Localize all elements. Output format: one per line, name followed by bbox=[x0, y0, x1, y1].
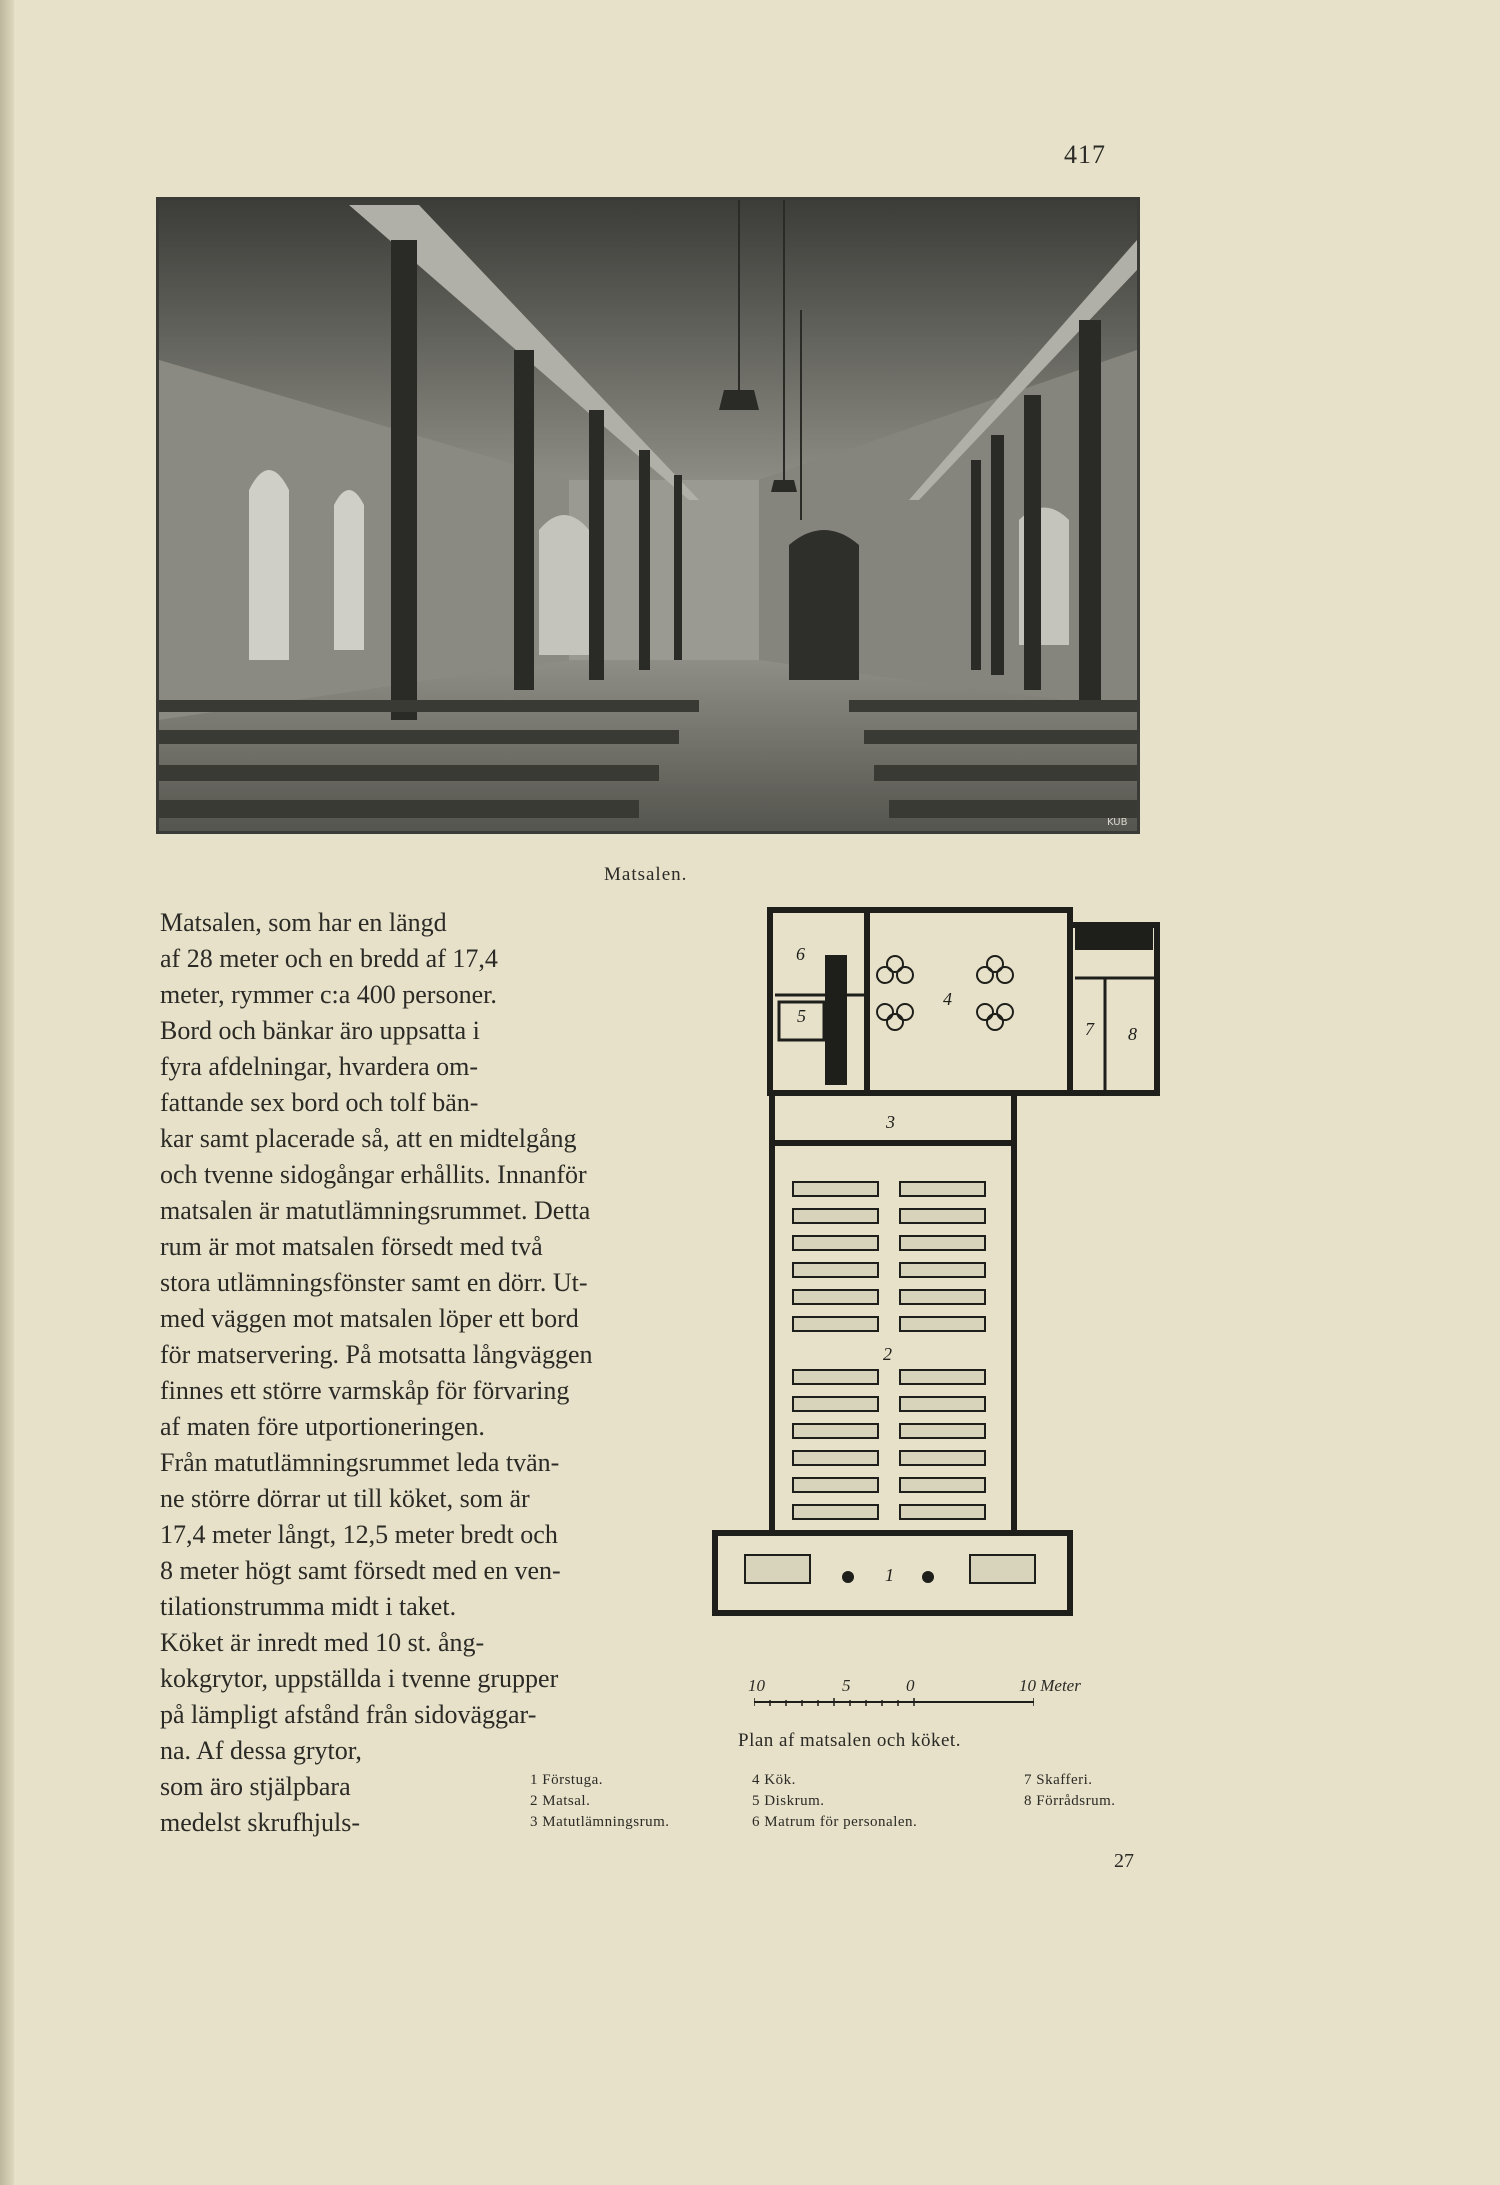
text-line: fattande sex bord och tolf bän- bbox=[160, 1088, 479, 1117]
room-number: 2 bbox=[883, 1344, 892, 1364]
text-line: 17,4 meter långt, 12,5 meter bredt och bbox=[160, 1520, 558, 1549]
scale-label: 10 bbox=[748, 1676, 765, 1695]
text-line: Matsalen, som har en längd bbox=[160, 908, 447, 937]
room-number: 8 bbox=[1128, 1024, 1137, 1044]
scale-label: 5 bbox=[842, 1676, 851, 1695]
legend-entry: 4 Kök. bbox=[752, 1772, 796, 1788]
text-line: 8 meter högt samt försedt med en ven- bbox=[160, 1556, 561, 1585]
legend-entry: 3 Matutlämningsrum. bbox=[530, 1814, 670, 1830]
dining-hall-illustration bbox=[159, 200, 1137, 831]
plan-legend-column bbox=[752, 1770, 917, 1833]
text-line: stora utlämningsfönster samt en dörr. Ut- bbox=[160, 1268, 588, 1297]
text-line: na. Af dessa grytor, bbox=[160, 1736, 362, 1765]
text-line: på lämpligt afstånd från sidoväggar- bbox=[160, 1700, 537, 1729]
text-line: och tvenne sidogångar erhållits. Innanför bbox=[160, 1160, 587, 1189]
text-line: kokgrytor, uppställda i tvenne grupper bbox=[160, 1664, 559, 1693]
room-number: 7 bbox=[1085, 1019, 1094, 1039]
text-line: Köket är inredt med 10 st. ång- bbox=[160, 1628, 485, 1657]
plan-legend-column bbox=[530, 1770, 670, 1833]
room-number: 4 bbox=[943, 989, 952, 1009]
text-line: fyra afdelningar, hvardera om- bbox=[160, 1052, 479, 1081]
room-number: 1 bbox=[885, 1565, 894, 1585]
room-number: 6 bbox=[796, 944, 805, 964]
text-line: Bord och bänkar äro uppsatta i bbox=[160, 1016, 480, 1045]
text-line: af maten före utportioneringen. bbox=[160, 1412, 485, 1441]
text-line: rum är mot matsalen försedt med två bbox=[160, 1232, 543, 1261]
scale-label: 0 bbox=[906, 1676, 915, 1695]
text-line: kar samt placerade så, att en midtelgång bbox=[160, 1124, 577, 1153]
legend-entry: 7 Skafferi. bbox=[1024, 1772, 1093, 1788]
text-line: med väggen mot matsalen löper ett bord bbox=[160, 1304, 579, 1333]
text-line: finnes ett större varmskåp för förvaring bbox=[160, 1376, 570, 1405]
legend-entry: 1 Förstuga. bbox=[530, 1772, 603, 1788]
text-line: matsalen är matutlämningsrummet. Detta bbox=[160, 1196, 591, 1225]
plan-scale bbox=[744, 1676, 1114, 1726]
legend-entry: 2 Matsal. bbox=[530, 1793, 591, 1809]
text-line: som äro stjälpbara bbox=[160, 1772, 351, 1801]
scale-bar bbox=[754, 1698, 1034, 1706]
scale-label: 10 Meter bbox=[1019, 1676, 1081, 1695]
text-line: Från matutlämningsrummet leda tvän- bbox=[160, 1448, 560, 1477]
floor-plan bbox=[700, 900, 1160, 1640]
text-line: ne större dörrar ut till köket, som är bbox=[160, 1484, 530, 1513]
text-line: meter, rymmer c:a 400 personer. bbox=[160, 980, 497, 1009]
text-line: medelst skrufhjuls- bbox=[160, 1808, 361, 1837]
text-line: tilationstrumma midt i taket. bbox=[160, 1592, 457, 1621]
legend-entry: 6 Matrum för personalen. bbox=[752, 1814, 918, 1830]
room-number: 5 bbox=[797, 1006, 806, 1026]
page-binding-shadow bbox=[0, 0, 14, 2185]
sheet-marker: 27 bbox=[1114, 1850, 1134, 1872]
page-number: 417 bbox=[1064, 140, 1106, 169]
dining-hall-photo bbox=[156, 197, 1140, 834]
photo-corner-mark: KUB bbox=[1107, 817, 1128, 828]
text-line: för matservering. På motsatta långväggen bbox=[160, 1340, 593, 1369]
photo-caption: Matsalen. bbox=[604, 864, 688, 885]
text-line: af 28 meter och en bredd af 17,4 bbox=[160, 944, 498, 973]
body-text bbox=[160, 905, 592, 1841]
plan-legend-column bbox=[1024, 1770, 1116, 1812]
legend-entry: 8 Förrådsrum. bbox=[1024, 1793, 1116, 1809]
plan-caption: Plan af matsalen och köket. bbox=[738, 1730, 961, 1751]
room-number: 3 bbox=[886, 1112, 895, 1132]
legend-entry: 5 Diskrum. bbox=[752, 1793, 825, 1809]
